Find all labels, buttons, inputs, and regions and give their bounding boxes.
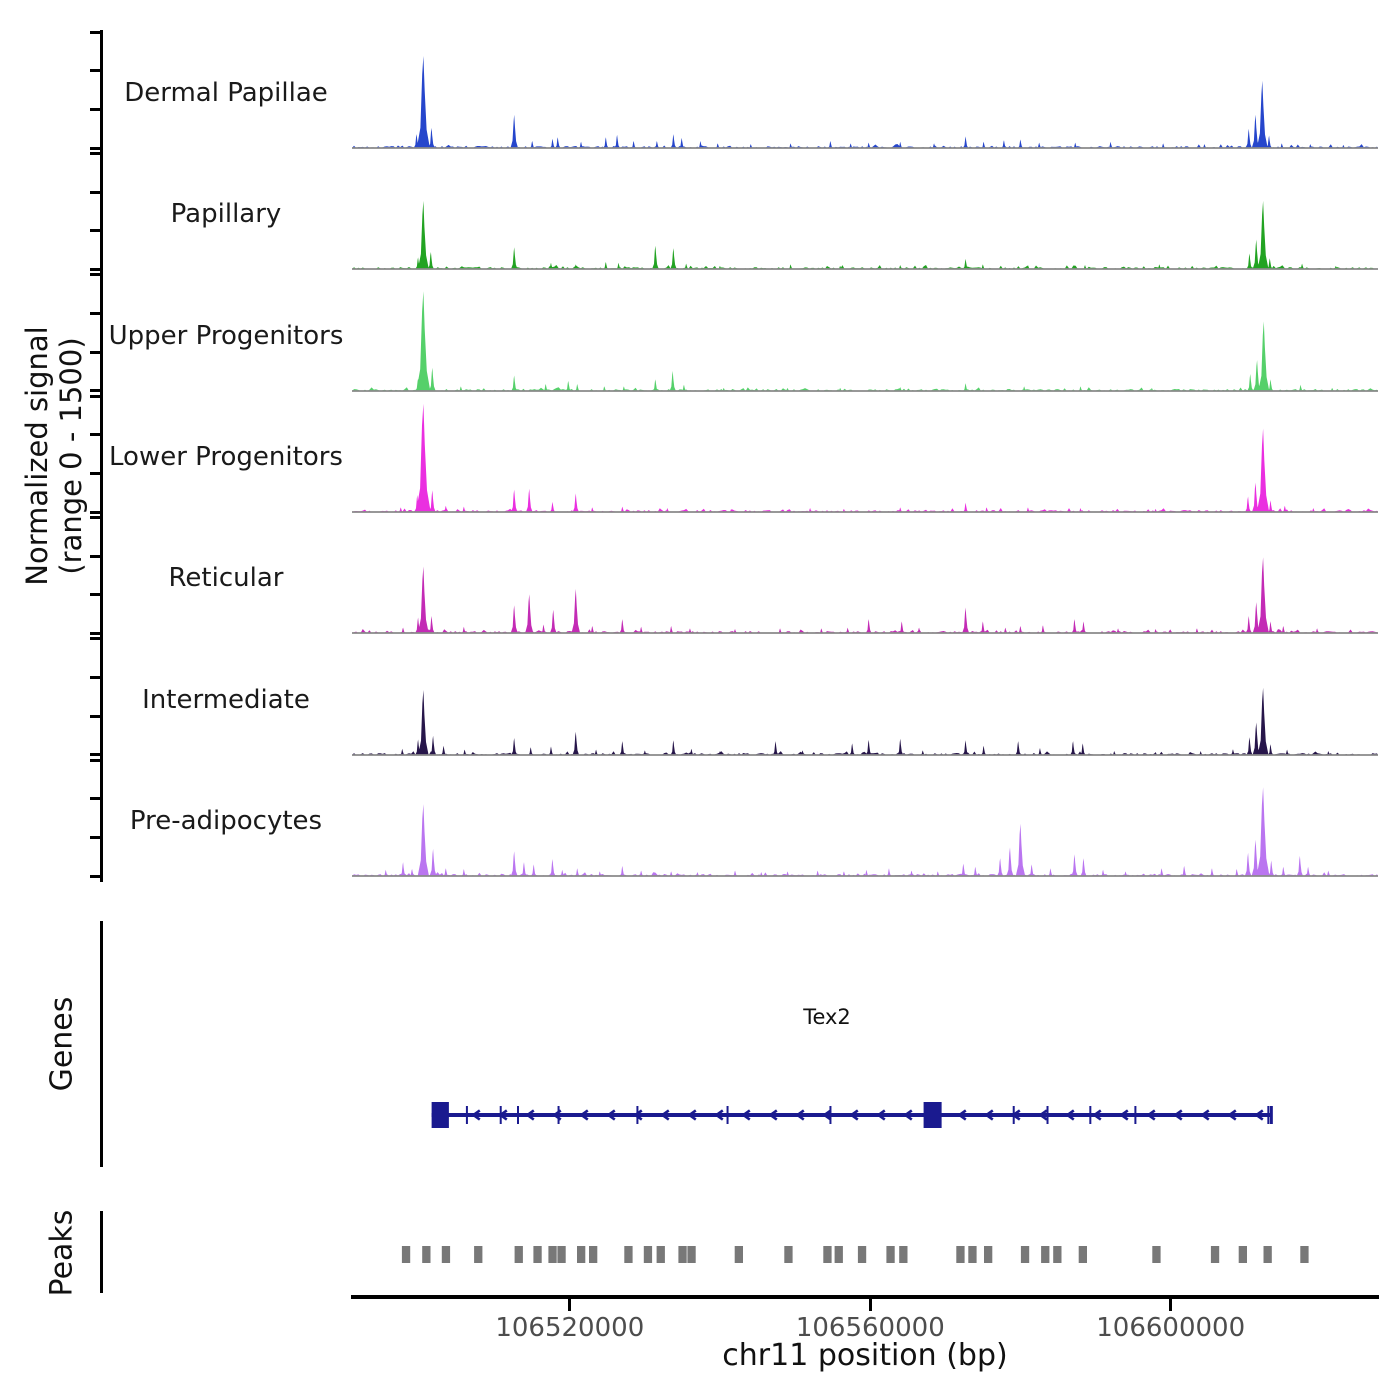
peak-box (735, 1246, 743, 1263)
peak-box (1079, 1246, 1087, 1263)
peak-box (548, 1246, 556, 1263)
signal-axis-tick (90, 759, 101, 762)
signal-axis-tick (90, 753, 101, 756)
peak-box (956, 1246, 964, 1263)
x-axis-tick (568, 1299, 571, 1311)
peak-box (1211, 1246, 1219, 1263)
peak-box (1041, 1246, 1049, 1263)
x-axis-tick (869, 1299, 872, 1311)
peak-box (533, 1246, 541, 1263)
signal-axis-tick (90, 273, 101, 276)
peak-box (474, 1246, 482, 1263)
track-label: Pre-adipocytes (129, 806, 323, 836)
signal-track-plot (352, 152, 1378, 272)
signal-axis-tick (90, 108, 101, 111)
peak-box (835, 1246, 843, 1263)
signal-axis-tick (90, 147, 101, 150)
x-axis-line (351, 1295, 1379, 1299)
signal-track-plot (352, 274, 1378, 394)
track-label: Intermediate (142, 684, 310, 715)
signal-axis-tick (90, 312, 101, 315)
signal-axis-tick (90, 593, 101, 596)
peak-box (678, 1246, 686, 1263)
genes-section-label: Genes (44, 996, 80, 1092)
peak-box (858, 1246, 866, 1263)
signal-axis-tick (90, 229, 101, 232)
peaks-section-label: Peaks (44, 1209, 80, 1297)
peaks-track-plot (352, 1244, 1378, 1266)
signal-axis-tick (90, 516, 101, 519)
signal-peaks (415, 291, 1334, 391)
peak-box (442, 1246, 450, 1263)
peak-box (1053, 1246, 1061, 1263)
signal-axis-tick (90, 433, 101, 436)
signal-axis-tick (90, 875, 101, 878)
peak-box (557, 1246, 565, 1263)
signal-peaks (415, 201, 1338, 269)
signal-axis-tick (90, 389, 101, 392)
y-axis-title (20, 326, 88, 585)
gene-exon-box (432, 1102, 449, 1128)
peak-box (1264, 1246, 1272, 1263)
x-axis-title: chr11 position (bp) (722, 1338, 1008, 1373)
x-axis-tick-label: 106560000 (795, 1313, 945, 1343)
peak-box (657, 1246, 665, 1263)
peaks-axis-spine (100, 1211, 103, 1293)
track-label: Upper Progenitors (108, 320, 344, 351)
signal-track-plot (352, 395, 1378, 515)
signal-peaks (401, 557, 1320, 633)
peak-box (624, 1246, 632, 1263)
gene-exon-box (924, 1102, 942, 1128)
signal-axis-tick (90, 395, 101, 398)
peak-box (687, 1246, 695, 1263)
signal-track-plot (352, 638, 1378, 758)
signal-peaks (414, 56, 1346, 148)
peak-box (968, 1246, 976, 1263)
signal-peaks (383, 787, 1331, 876)
peak-box (644, 1246, 652, 1263)
genes-axis-spine (100, 921, 103, 1167)
peak-box (886, 1246, 894, 1263)
signal-axis-tick (90, 191, 101, 194)
x-axis-tick-label: 106520000 (495, 1313, 645, 1343)
peak-box (984, 1246, 992, 1263)
gene-name-label: Tex2 (803, 1005, 851, 1029)
peak-box (402, 1246, 410, 1263)
peak-box (422, 1246, 430, 1263)
x-axis-tick (1169, 1299, 1172, 1311)
gene-track-plot (352, 1085, 1378, 1155)
peak-box (589, 1246, 597, 1263)
track-label: Dermal Papillae (124, 78, 328, 108)
track-label: Lower Progenitors (109, 442, 343, 472)
signal-axis-tick (90, 31, 101, 34)
y-axis-title-line2: (range 0 - 1500) (54, 337, 88, 575)
track-label: Papillary (170, 199, 282, 230)
peak-box (1152, 1246, 1160, 1263)
peak-box (1239, 1246, 1247, 1263)
x-axis-tick-label: 106600000 (1096, 1313, 1246, 1343)
signal-axis-tick (90, 511, 101, 514)
signal-track-plot (352, 31, 1378, 151)
signal-axis-tick (90, 69, 101, 72)
signal-peaks (398, 404, 1315, 512)
signal-axis-tick (90, 797, 101, 800)
signal-axis-tick (90, 472, 101, 475)
signal-axis-tick (90, 152, 101, 155)
peak-box (1021, 1246, 1029, 1263)
signal-peaks (400, 687, 1331, 754)
signal-axis-tick (90, 632, 101, 635)
signal-axis-tick (90, 637, 101, 640)
signal-axis-tick (90, 555, 101, 558)
peak-box (784, 1246, 792, 1263)
signal-track-plot (352, 759, 1378, 879)
peak-box (515, 1246, 523, 1263)
y-axis-title-line1: Normalized signal (20, 326, 54, 586)
signal-track-plot (352, 516, 1378, 636)
signal-axis-tick (90, 268, 101, 271)
signal-axis-tick (90, 715, 101, 718)
peak-box (823, 1246, 831, 1263)
track-label: Reticular (168, 563, 284, 594)
signal-axis-tick (90, 836, 101, 839)
peak-box (899, 1246, 907, 1263)
peak-box (1300, 1246, 1308, 1263)
signal-axis-tick (90, 676, 101, 679)
signal-axis-tick (90, 351, 101, 354)
peak-box (577, 1246, 585, 1263)
